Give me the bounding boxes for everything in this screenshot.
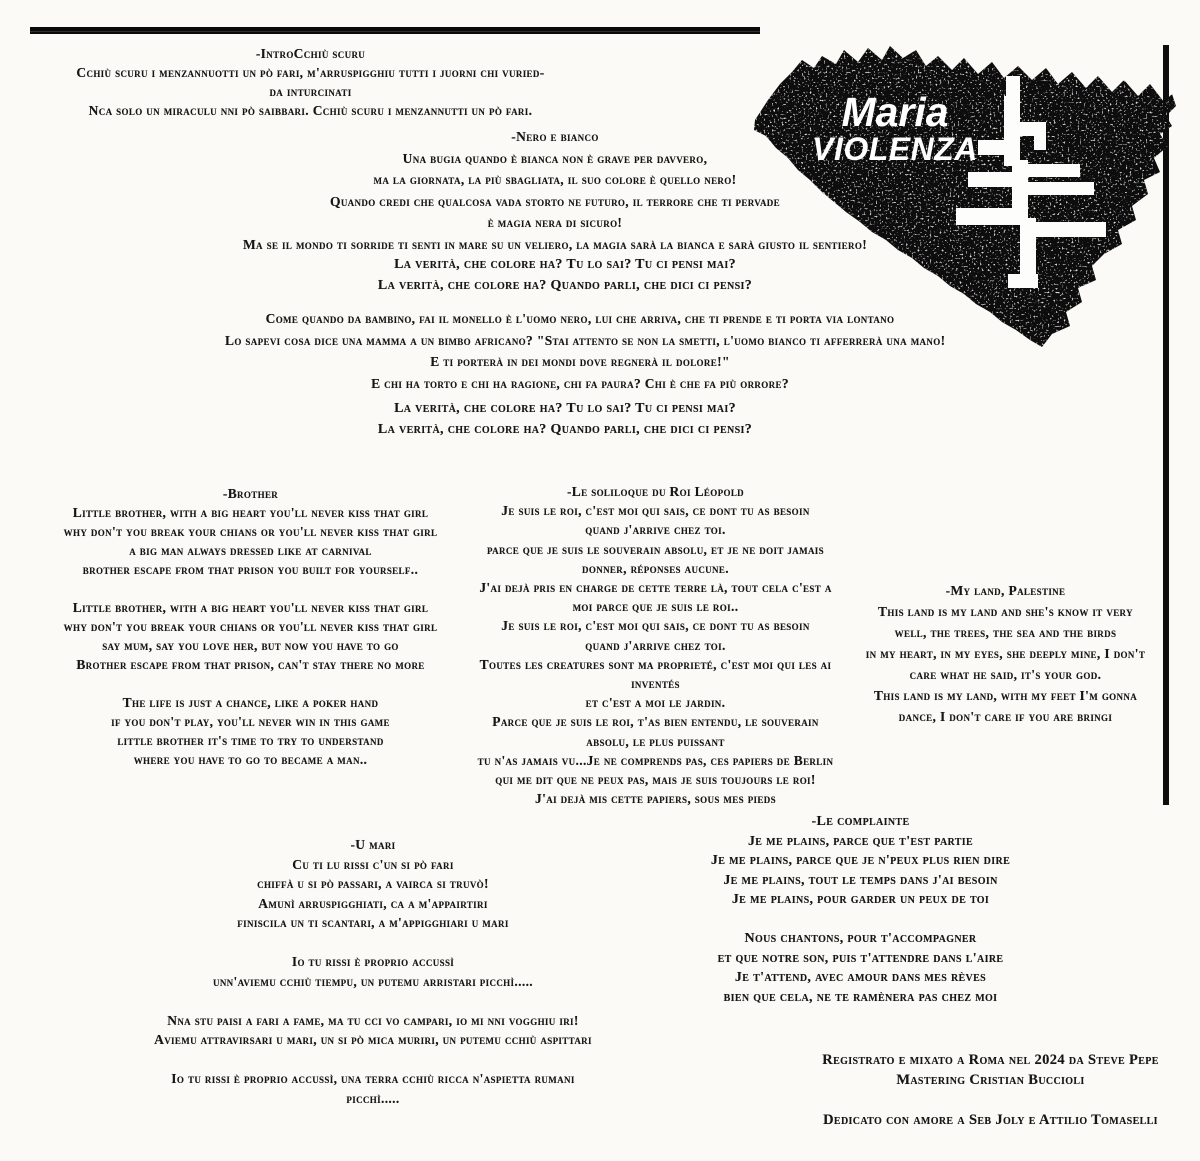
lyric-line: Je t'attend, avec amour dans mes rèves bbox=[734, 970, 987, 985]
lyric-line: inventés bbox=[631, 676, 680, 692]
lyric-line: Je suis le roi, c'est moi qui sais, ce dont tu as besoin bbox=[501, 503, 810, 519]
lyric-line: J'ai dejà mis cette papiers, sous mes pieds bbox=[535, 791, 776, 807]
lyric-line: parce que je suis le souverain absolu, et je ne doit jamais bbox=[486, 541, 825, 557]
lyric-line: -Nero e bianco bbox=[511, 129, 599, 144]
lyric-line: Little brother, with a big heart you'll never kiss that girl bbox=[72, 505, 429, 520]
lyrics-section-brother bbox=[38, 484, 463, 769]
top-frame-bar bbox=[30, 27, 760, 34]
lyric-line: -U mari bbox=[350, 837, 396, 852]
band-name-line2: VIOLENZA bbox=[812, 131, 978, 167]
lyric-line: tu n'as jamais vu...Je ne comprends pas, ces papiers de Berlin bbox=[477, 752, 834, 768]
lyric-line: quand j'arrive chez toi. bbox=[585, 637, 726, 653]
lyric-line: -Le complainte bbox=[811, 814, 910, 829]
lyric-line: where you have to go to became a man.. bbox=[133, 752, 368, 767]
lyric-line: absolu, le plus puissant bbox=[586, 733, 725, 749]
lyric-line: -My land, Palestine bbox=[945, 583, 1066, 598]
lyric-line bbox=[38, 579, 463, 598]
lyric-line: brother escape from that prison you built for yourself.. bbox=[82, 562, 419, 577]
lyric-line: why don't you break your chians or you'll never kiss that girl bbox=[63, 524, 438, 539]
lyric-line: Io tu rissi è proprio accussì bbox=[291, 954, 455, 969]
lyric-line: Quando credi che qualcosa vada storto ne futuro, il terrore che ti pervade bbox=[329, 193, 781, 209]
lyrics-section-roi-leopold bbox=[448, 482, 863, 808]
lyric-line: Ma se il mondo ti sorride ti senti in mare su un veliero, la magia sarà la bianca e sarà giusto il sentiero! bbox=[242, 236, 868, 252]
lyric-line: Mastering Cristian Buccioli bbox=[896, 1072, 1085, 1088]
lyric-line: why don't you break your chians or you'll never kiss that girl bbox=[63, 619, 438, 634]
lyric-line: quand j'arrive chez toi. bbox=[585, 522, 726, 538]
lyric-line: Amunì arruspigghiati, ca a m'appairtiri bbox=[258, 895, 488, 911]
lyric-line: chiffà u si pò passari, a vairca si truvò! bbox=[257, 876, 489, 891]
lyric-line: if you don't play, you'll never win in this game bbox=[111, 714, 390, 729]
lyrics-section-intro-cchiu-scuru bbox=[18, 44, 603, 120]
lyric-line: Cu ti lu rissi c'un si pò fari bbox=[292, 856, 454, 872]
lyrics-verse-come-quando-da-bambino bbox=[225, 308, 946, 394]
lyric-line: say mum, say you love her, but now you have to go bbox=[102, 638, 399, 653]
lyric-line: et c'est a moi le jardin. bbox=[585, 695, 726, 711]
lyric-line: This land is my land and she's know it very bbox=[878, 604, 1133, 619]
lyric-line: Una bugia quando è bianca non è grave per davvero, bbox=[402, 150, 708, 166]
lyric-line: Nna stu paisi a fari a fame, ma tu cci vo campari, io mi nni vogghiu iri! bbox=[167, 1012, 579, 1028]
lyric-line: La verità, che colore ha? Tu lo sai? Tu ci pensi mai? bbox=[394, 257, 736, 272]
lyric-line bbox=[653, 910, 1068, 930]
lyric-line: The life is just a chance, like a poker hand bbox=[122, 695, 379, 710]
lyric-line bbox=[148, 991, 598, 1011]
lyric-line: little brother it's time to try to understand bbox=[117, 733, 384, 748]
lyric-line: J'ai dejà pris en charge de cette terre là, tout cela c'est a bbox=[479, 580, 832, 596]
lyric-line: Brother escape from that prison, can't stay there no more bbox=[76, 657, 425, 672]
lyric-line: picchì..... bbox=[346, 1090, 400, 1106]
lyric-line: La verità, che colore ha? Quando parli, che dici ci pensi? bbox=[377, 422, 753, 437]
lyric-line: well, the trees, the sea and the birds bbox=[894, 625, 1117, 640]
lyric-line: La verità, che colore ha? Quando parli, che dici ci pensi? bbox=[377, 278, 753, 293]
lyric-line: è magia nera di sicuro! bbox=[487, 215, 623, 230]
lyric-line: Aviemu attravirsari u mari, un si pò mica muriri, un putemu cchiù aspittari bbox=[154, 1032, 592, 1047]
lyric-line: Dedicato con amore a Seb Joly e Attilio Tomaselli bbox=[823, 1112, 1158, 1128]
lyric-line: -Le soliloque du Roi Léopold bbox=[566, 484, 745, 499]
lyric-line: ma la giornata, la più sbagliata, il suo colore è quello nero! bbox=[373, 172, 737, 187]
lyric-line: Cchiù scuru i menzannuotti un pò fari, m'arruspigghiu tutti i juorni chi vuried- bbox=[76, 65, 545, 80]
lyric-line: Nca solo un miraculu nni pò saibbari. Cchiù scuru i menzannutti un pò fari. bbox=[88, 103, 533, 118]
lyric-line: Je me plains, pour garder un peux de toi bbox=[731, 892, 990, 907]
lyric-line: Come quando da bambino, fai il monello è l'uomo nero, lui che arriva, che ti prende e ti porta via lontano bbox=[265, 311, 895, 326]
lyric-line: dance, I don't care if you are bringi bbox=[898, 709, 1113, 724]
lyric-line: -IntroCchiù scuru bbox=[255, 46, 366, 61]
lyric-line: This land is my land, with my feet I'm gonna bbox=[873, 688, 1138, 703]
credits-block bbox=[768, 1050, 1200, 1130]
lyric-line: finiscila un ti scantari, a m'appigghiari u mari bbox=[237, 915, 509, 930]
lyric-line bbox=[148, 1050, 598, 1070]
lyric-line: Je me plains, parce que t'est partie bbox=[747, 833, 974, 849]
lyric-line bbox=[38, 674, 463, 693]
lyric-line: Je me plains, parce que je n'peux plus rien dire bbox=[710, 853, 1011, 868]
lyrics-section-le-complainte bbox=[653, 812, 1068, 1007]
lyric-line: bien que cela, ne te ramènera pas chez moi bbox=[723, 989, 998, 1005]
lyric-line: et que notre son, puis t'attendre dans l'aire bbox=[717, 950, 1004, 966]
lyric-line bbox=[148, 933, 598, 953]
lyric-line: da inturcinati bbox=[269, 84, 352, 99]
lyric-line: E chi ha torto e chi ha ragione, chi fa paura? Chi è che fa più orrore? bbox=[371, 375, 789, 391]
band-name-line1: Maria bbox=[841, 89, 949, 135]
lyrics-section-my-land-palestine bbox=[848, 580, 1163, 727]
lyric-line: Little brother, with a big heart you'll never kiss that girl bbox=[72, 600, 429, 615]
lyric-line: Nous chantons, pour t'accompagner bbox=[744, 931, 977, 946]
lyric-line: Parce que je suis le roi, t'as bien entendu, le souverain bbox=[492, 714, 819, 730]
lyric-line: Toutes les creatures sont ma proprieté, c'est moi qui les ai bbox=[479, 656, 832, 672]
lyrics-section-u-mari bbox=[148, 835, 598, 1108]
lyric-line: donner, réponses aucune. bbox=[582, 560, 729, 576]
lyric-line: moi parce que je suis le roi.. bbox=[572, 599, 739, 615]
lyric-line: E ti porterà in dei mondi dove regnerà il dolore!" bbox=[430, 354, 730, 369]
lyric-line: Io tu rissi è proprio accussì, una terra cchiù ricca n'aspietta rumani bbox=[171, 1071, 575, 1086]
lyric-line bbox=[768, 1090, 1200, 1110]
lyric-line: unn'aviemu cchiù tiempu, un putemu arristari picchì..... bbox=[212, 973, 534, 989]
lyric-line: in my heart, in my eyes, she deeply mine, I don't bbox=[865, 646, 1146, 661]
lyric-line: Lo sapevi cosa dice una mamma a un bimbo africano? "Stai attento se non la smetti, l'uomo bianco ti afferrerà una mano! bbox=[225, 332, 946, 348]
lyric-line: qui me dit que ne peux pas, mais je suis toujours le roi! bbox=[495, 772, 816, 788]
lyric-line: care what he said, it's your god. bbox=[909, 667, 1102, 682]
lyric-line: Registrato e mixato a Roma nel 2024 da Steve Pepe bbox=[822, 1052, 1159, 1068]
lyric-line: -Brother bbox=[222, 486, 279, 501]
lyrics-section-nero-e-bianco bbox=[235, 126, 875, 255]
lyric-line: a big man always dressed like at carnival bbox=[129, 543, 372, 558]
lyrics-refrain-la-verita-1 bbox=[285, 254, 845, 296]
lyric-line: Je suis le roi, c'est moi qui sais, ce dont tu as besoin bbox=[501, 618, 810, 634]
lyrics-refrain-la-verita-2 bbox=[285, 398, 845, 440]
lyric-line: Je me plains, tout le temps dans j'ai besoin bbox=[723, 872, 998, 888]
lyric-line: La verità, che colore ha? Tu lo sai? Tu ci pensi mai? bbox=[394, 401, 736, 416]
